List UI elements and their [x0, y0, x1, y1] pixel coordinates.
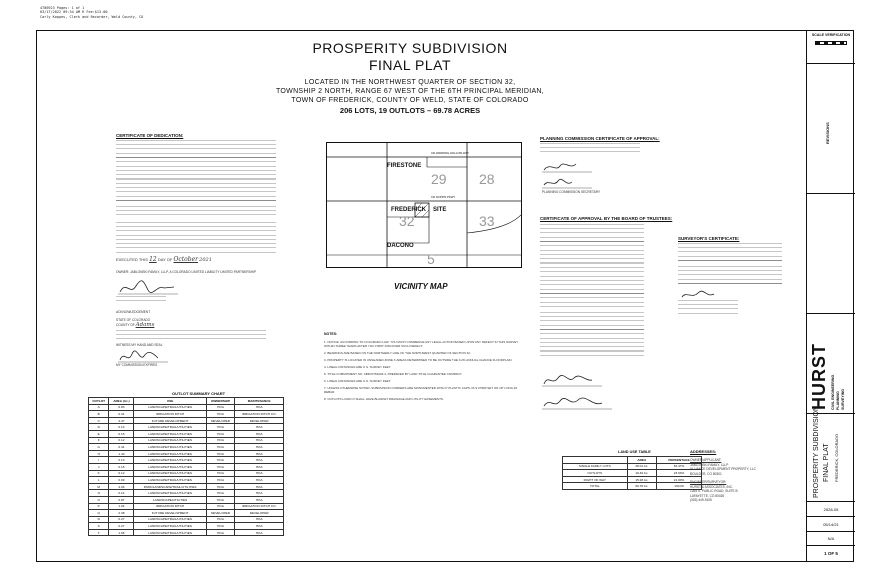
- outlot-cell: LANDSCAPE/TRAIL/UTILITIES: [134, 470, 206, 477]
- outlot-cell: HOA: [235, 457, 284, 464]
- outlot-cell: LANDSCAPE/UTILITIES: [134, 496, 206, 503]
- outlot-cell: HOA: [206, 463, 235, 470]
- vicinity-map-drawing: [327, 143, 521, 267]
- outlot-cell: HOA: [206, 404, 235, 411]
- outlot-cell: G: [89, 444, 109, 451]
- land-use-cell: OUTLOTS: [563, 470, 628, 477]
- project-title-cell: [807, 405, 855, 502]
- outlot-cell: HOA: [235, 477, 284, 484]
- stamp-line: Carly Koppes, Clerk and Recorder, Weld County, CO: [40, 14, 144, 19]
- outlot-cell: D: [89, 424, 109, 431]
- outlot-cell: L: [89, 477, 109, 484]
- county-value: Adams: [135, 322, 155, 328]
- chair-signature: [542, 160, 592, 174]
- outlot-cell: N: [89, 490, 109, 497]
- engineer-label: ENGINEER/SURVEYOR:: [690, 480, 727, 484]
- outlot-cell: HOA: [206, 523, 235, 530]
- outlot-cell: HOA: [235, 424, 284, 431]
- sheet-number: 1 OF 5: [824, 551, 838, 556]
- outlot-cell: 2.38: [109, 510, 134, 517]
- map-section-29: 29: [431, 171, 447, 187]
- outlot-cell: DEVELOPER: [206, 510, 235, 517]
- outlot-header-cell: MAINTENANCE: [235, 398, 284, 405]
- revisions-label: REVISIONS: [825, 122, 830, 144]
- outlot-cell: LANDSCAPE/TRAIL/UTILITIES: [134, 444, 206, 451]
- surveyor-paragraph-1: [678, 243, 782, 263]
- outlot-cell: 4.06: [109, 483, 134, 490]
- land-use-cell: 23.63%: [657, 470, 702, 477]
- outlot-cell: J: [89, 463, 109, 470]
- note-item: 5. TITLE COMMITMENT NO. ABD70769346-4, PREPARED BY LAND TITLE GUARANTEE COMPANY.: [324, 372, 463, 376]
- stamp-line: 03/17/2022 09:34 AM R Fee:$13.00: [40, 10, 108, 15]
- sheet-cell: [807, 546, 855, 562]
- owner-applicant-address: JABLONSKI FAMILY, LLLP ALLIANCE DEVELOPMENT PROPERTY, LLC BOULDER, CO 80301: [690, 463, 756, 476]
- outlot-cell: 1.43: [109, 450, 134, 457]
- outlot-cell: 1.02: [109, 503, 134, 510]
- outlot-cell: HOA: [206, 477, 235, 484]
- firm-name: HURST: [809, 343, 829, 410]
- outlot-cell: DEVELOPER: [206, 417, 235, 424]
- location-line-3: TOWN OF FREDERICK, COUNTY OF WELD, STATE OF COLORADO: [291, 97, 529, 104]
- outlot-chart-title: OUTLOT SUMMARY CHART: [172, 391, 226, 396]
- outlot-cell: HOA: [235, 529, 284, 536]
- note-item: 1. NOTICE: ACCORDING TO COLORADO LAW, YOU MUST COMMENCE ANY LEGAL ACTION BASED UPON ANY DEFECT IN THIS SURVEY WITHIN THREE YEARS AFTER YOU FIRST DISCOVER SUCH DEFECT.: [324, 340, 519, 348]
- dedication-heading: CERTIFICATE OF DEDICATION:: [116, 133, 184, 138]
- table-row: [89, 510, 284, 517]
- notes-list: [324, 340, 524, 404]
- surveyor-paragraph-2: [678, 266, 782, 284]
- table-row: [89, 424, 284, 431]
- outlot-cell: HOA: [206, 470, 235, 477]
- owner-signature: [118, 278, 178, 298]
- outlot-cell: O: [89, 496, 109, 503]
- trustees-paragraph-3: [540, 312, 644, 356]
- outlot-cell: HOA: [235, 523, 284, 530]
- ack-label: ACKNOWLEDGEMENT: [116, 310, 151, 314]
- outlot-cell: HOA: [206, 490, 235, 497]
- map-section-33: 33: [479, 213, 495, 229]
- table-row: [89, 404, 284, 411]
- owner-line: OWNER: JABLONSKI FAMILY, LLLP, A COLORADO LIMITED LIABILITY LIMITED PARTNERSHIP: [116, 270, 257, 274]
- stamp-line: 4786923 Pages: 1 of 1: [40, 6, 85, 10]
- state-label: STATE OF COLORADO: [116, 318, 151, 322]
- outlot-summary-table: [88, 397, 284, 536]
- scale-verification-cell: [807, 30, 855, 64]
- outlot-cell: IRRIGATION DITCH CO.: [235, 503, 284, 510]
- table-row: [89, 470, 284, 477]
- firm-logo-cell: [807, 314, 855, 414]
- outlot-cell: HOA: [235, 430, 284, 437]
- secretary-label: PLANNING COMMISSION SECRETARY: [542, 190, 601, 194]
- ack-paragraph: [116, 330, 266, 342]
- mayor-signature: [542, 372, 602, 388]
- outlot-cell: HOA: [235, 404, 284, 411]
- map-section-5: 5: [427, 251, 435, 267]
- outlot-cell: LANDSCAPE/TRAIL/UTILITIES: [134, 516, 206, 523]
- outlot-cell: LANDSCAPE/TRAIL/UTILITIES: [134, 457, 206, 464]
- outlot-header-cell: USE: [134, 398, 206, 405]
- scale-heading: SCALE VERIFICATION: [811, 33, 851, 37]
- dedication-paragraph-3: [116, 222, 276, 236]
- table-row: [89, 417, 284, 424]
- outlot-cell: LANDSCAPE/TRAIL/UTILITIES: [134, 529, 206, 536]
- land-use-cell: 38.01 Ac.: [627, 463, 656, 470]
- table-row: [89, 516, 284, 523]
- outlot-cell: HOA: [206, 529, 235, 536]
- outlot-cell: I: [89, 457, 109, 464]
- dedication-paragraph-1: [116, 140, 276, 202]
- outlot-cell: T: [89, 529, 109, 536]
- table-row: [563, 470, 702, 477]
- table-row: [89, 411, 284, 418]
- location-line-1: LOCATED IN THE NORTHWEST QUARTER OF SECTION 32,: [304, 79, 516, 86]
- outlot-cell: LANDSCAPE/TRAIL/UTILITIES: [134, 404, 206, 411]
- notes-heading: NOTES:: [324, 332, 338, 336]
- executed-line: EXECUTED THIS 12 DAY OF October 2021: [116, 256, 212, 263]
- planning-heading: PLANNING COMMISSION CERTIFICATE OF APPROVAL:: [540, 136, 660, 141]
- outlot-cell: HOA: [206, 450, 235, 457]
- outlot-cell: LANDSCAPE/TRAIL/UTILITIES: [134, 463, 206, 470]
- outlot-cell: A: [89, 404, 109, 411]
- plat-title-block: [260, 40, 560, 115]
- outlot-cell: LANDSCAPE/TRAIL/UTILITIES: [134, 523, 206, 530]
- land-use-cell: 54.47%: [657, 463, 702, 470]
- executed-day: 12: [149, 256, 157, 263]
- table-row: [89, 503, 284, 510]
- table-row: [89, 437, 284, 444]
- note-item: 3. PROPERTY IS LOCATED IN UNSHADED ZONE X AREAS DETERMINED TO BE OUTSIDE THE 0.2% ANNUAL CHANCE FLOODPLAIN.: [324, 358, 513, 362]
- outlot-cell: F: [89, 437, 109, 444]
- table-row: [89, 457, 284, 464]
- engineer-address: HURST & ASSOCIATES, INC. 1265 S. PUBLIC ROAD, SUITE B LAFAYETTE, CO 80026 (303) 449-9105: [690, 485, 738, 502]
- note-item: 2. BEARINGS ARE BASED ON THE NORTHERLY LINE OF THE NORTHWEST QUARTER OF SECTION 32.: [324, 351, 471, 355]
- outlot-cell: 6.83: [109, 404, 134, 411]
- outlot-cell: 0.41: [109, 444, 134, 451]
- outlot-cell: FUTURE DEVELOPMENT: [134, 417, 206, 424]
- outlot-cell: LANDSCAPE/TRAIL/UTILITIES: [134, 477, 206, 484]
- land-use-header-cell: PERCENTAGE: [657, 457, 702, 464]
- firm-discipline-2: PLANNING: [836, 391, 840, 410]
- trustees-paragraph-1: [540, 224, 644, 272]
- outlot-cell: HOA: [235, 516, 284, 523]
- land-use-title: LAND USE TABLE: [618, 450, 651, 454]
- location-line-2: TOWNSHIP 2 NORTH, RANGE 67 WEST OF THE 6TH PRINCIPAL MERIDIAN,: [275, 88, 545, 95]
- land-use-cell: 21.90%: [657, 476, 702, 483]
- outlot-cell: HOA: [235, 483, 284, 490]
- outlot-cell: E: [89, 430, 109, 437]
- map-label-dacono: DACONO: [387, 243, 414, 249]
- table-row: [89, 430, 284, 437]
- outlot-cell: IRRIGATION DITCH: [134, 503, 206, 510]
- land-use-table: [562, 456, 702, 490]
- outlot-cell: HOA: [235, 444, 284, 451]
- lot-summary: 206 LOTS, 19 OUTLOTS – 69.78 ACRES: [339, 106, 481, 115]
- table-row: [89, 529, 284, 536]
- outlot-cell: HOA: [235, 463, 284, 470]
- outlot-cell: HOA: [206, 483, 235, 490]
- note-item: 8. OUTLOTS H AND O SHALL HAVE BLANKET DRAINAGE AND UTILITY EASEMENTS.: [324, 397, 444, 401]
- outlot-cell: 0.87: [109, 496, 134, 503]
- outlot-header-cell: OUTLOT: [89, 398, 109, 405]
- vicinity-map: [326, 142, 522, 268]
- outlot-cell: HOA: [235, 496, 284, 503]
- note-item: 4. LINEAL DISTANCES ARE U.S. SURVEY FEET.: [324, 365, 391, 369]
- land-use-header-cell: [563, 457, 628, 464]
- job-number: 2528-05: [823, 507, 839, 512]
- map-label-firestone: FIRESTONE: [387, 163, 422, 169]
- scale-cell: [807, 532, 855, 546]
- outlot-cell: LANDSCAPE/TRAIL/UTILITIES: [134, 424, 206, 431]
- plat-scale: N/A: [827, 536, 835, 541]
- outlot-cell: P: [89, 503, 109, 510]
- project-plat: FINAL PLAT: [823, 443, 830, 482]
- outlot-cell: LANDSCAPE/TRAIL/UTILITIES: [134, 437, 206, 444]
- outlot-cell: LANDSCAPE/TRAIL/UTILITIES: [134, 490, 206, 497]
- outlot-cell: 0.12: [109, 437, 134, 444]
- map-road-mid: CR SOPPIS PKWY: [431, 195, 456, 199]
- outlot-header-cell: OWNERSHIP: [206, 398, 235, 405]
- outlot-cell: 0.14: [109, 490, 134, 497]
- outlot-cell: HOA: [206, 437, 235, 444]
- executed-month: October: [173, 256, 199, 263]
- dedication-paragraph-2: [116, 206, 276, 218]
- outlot-cell: HOA: [206, 503, 235, 510]
- firm-discipline-1: CIVIL ENGINEERING: [831, 374, 835, 410]
- outlot-cell: HOA: [206, 496, 235, 503]
- outlot-cell: HOA: [206, 444, 235, 451]
- revisions-cell: [807, 64, 855, 194]
- date-cell: [807, 517, 855, 532]
- plat-subtitle: FINAL PLAT: [368, 57, 452, 73]
- outlot-cell: 0.09: [109, 477, 134, 484]
- outlot-cell: 0.15: [109, 430, 134, 437]
- outlot-cell: DEVELOPER: [235, 417, 284, 424]
- outlot-cell: FUTURE DEVELOPMENT: [134, 510, 206, 517]
- signatory-lines: [116, 296, 166, 304]
- witness-label: WITNESS MY HAND AND SEAL: [116, 343, 163, 347]
- outlot-cell: HOA: [235, 437, 284, 444]
- vicinity-map-caption: VICINITY MAP: [394, 282, 448, 291]
- table-row: [89, 490, 284, 497]
- outlot-cell: H: [89, 450, 109, 457]
- outlot-cell: HOA: [235, 490, 284, 497]
- outlot-cell: 0.13: [109, 457, 134, 464]
- table-row: [89, 496, 284, 503]
- outlot-cell: 0.31: [109, 411, 134, 418]
- outlot-cell: HOA: [206, 411, 235, 418]
- table-row: [89, 463, 284, 470]
- outlot-cell: 0.15: [109, 463, 134, 470]
- table-row: [89, 523, 284, 530]
- planning-paragraph: [540, 143, 640, 155]
- outlot-cell: 0.27: [109, 523, 134, 530]
- map-road-top: CR WADDING HOLLOW WAY: [431, 151, 469, 155]
- secretary-signature: [542, 176, 592, 190]
- title-block-strip: [806, 30, 854, 562]
- table-row: [563, 463, 702, 470]
- land-use-cell: TOTAL: [563, 483, 628, 490]
- table-row: [89, 477, 284, 484]
- outlot-cell: S: [89, 523, 109, 530]
- outlot-cell: LANDSCAPE/TRAIL/UTILITIES: [134, 450, 206, 457]
- scale-bar: [815, 41, 847, 45]
- trustees-heading: CERTIFICATE OF APPROVAL BY THE BOARD OF TRUSTEES:: [540, 216, 673, 221]
- job-number-cell: [807, 502, 855, 517]
- recorder-stamp: [40, 6, 143, 19]
- project-location: FREDERICK, COLORADO: [834, 433, 839, 482]
- outlot-cell: 1.96: [109, 529, 134, 536]
- owner-applicant-label: OWNER/APPLICANT:: [690, 458, 722, 462]
- executed-year: 2021: [199, 257, 212, 263]
- land-use-cell: SINGLE FAMILY LOTS: [563, 463, 628, 470]
- note-item: 6. LINEAL DISTANCES ARE U.S. SURVEY FEET.: [324, 379, 391, 383]
- plat-title: PROSPERITY SUBDIVISION: [312, 40, 508, 56]
- firm-info-cell: [807, 194, 855, 314]
- plat-date: 05/14/21: [823, 522, 839, 527]
- outlot-cell: K: [89, 470, 109, 477]
- outlot-cell: 0.12: [109, 470, 134, 477]
- land-use-cell: 15.28 Ac.: [627, 476, 656, 483]
- outlot-cell: IRRIGATION DITCH: [134, 411, 206, 418]
- dedication-paragraph-4: [116, 239, 276, 253]
- outlot-cell: 0.27: [109, 516, 134, 523]
- outlot-cell: PARK/LANDSCAPE/TRAIL/UTILITIES: [134, 483, 206, 490]
- map-label-site: SITE: [433, 207, 447, 213]
- outlot-cell: HOA: [235, 450, 284, 457]
- land-use-header-cell: AREA: [627, 457, 656, 464]
- outlot-cell: DEVELOPER: [235, 510, 284, 517]
- project-name: PROSPERITY SUBDIVISION: [813, 405, 820, 498]
- surveyor-heading: SURVEYOR'S CERTIFICATE:: [678, 236, 740, 241]
- outlot-cell: C: [89, 417, 109, 424]
- surveyor-credentials: [678, 300, 738, 314]
- outlot-cell: B: [89, 411, 109, 418]
- land-use-cell: 100.00: [657, 483, 702, 490]
- outlot-cell: LANDSCAPE/TRAIL/UTILITIES: [134, 430, 206, 437]
- outlot-cell: HOA: [206, 516, 235, 523]
- outlot-cell: 4.47: [109, 417, 134, 424]
- outlot-cell: R: [89, 516, 109, 523]
- outlot-cell: IRRIGATION DITCH CO.: [235, 411, 284, 418]
- table-row: [89, 483, 284, 490]
- trustees-paragraph-2: [540, 276, 644, 308]
- clerk-signature: [542, 395, 612, 411]
- outlot-cell: HOA: [206, 457, 235, 464]
- land-use-cell: RIGHT OF WAY: [563, 476, 628, 483]
- outlot-cell: Q: [89, 510, 109, 517]
- table-row: [89, 444, 284, 451]
- outlot-cell: HOA: [206, 424, 235, 431]
- outlot-header-cell: AREA (Ac.): [109, 398, 134, 405]
- firm-discipline-3: SURVEYING: [841, 388, 845, 410]
- land-use-cell: 16.49 Ac.: [627, 470, 656, 477]
- outlot-cell: 0.13: [109, 424, 134, 431]
- table-row: [563, 476, 702, 483]
- table-row: [89, 450, 284, 457]
- county-line: COUNTY OF Adams: [116, 322, 155, 328]
- commission-label: MY COMMISSION EXPIRES: [116, 363, 158, 367]
- outlot-cell: HOA: [206, 430, 235, 437]
- addresses-heading: ADDRESSES:: [690, 449, 717, 454]
- outlot-cell: HOA: [235, 470, 284, 477]
- table-row: [563, 483, 702, 490]
- land-use-cell: 69.78 Ac.: [627, 483, 656, 490]
- map-section-32: 32: [399, 213, 415, 229]
- outlot-cell: M: [89, 483, 109, 490]
- note-item: 7. UNLESS OTHERWISE NOTED, SUBDIVISION CORNERS ARE MONUMENTED WITH 5' PLASTIC CAPS, PLS 37980 SET ON 18" LONG #4 REBAR.: [324, 386, 518, 394]
- map-label-frederick: FREDERICK: [391, 207, 427, 213]
- map-section-28: 28: [479, 171, 495, 187]
